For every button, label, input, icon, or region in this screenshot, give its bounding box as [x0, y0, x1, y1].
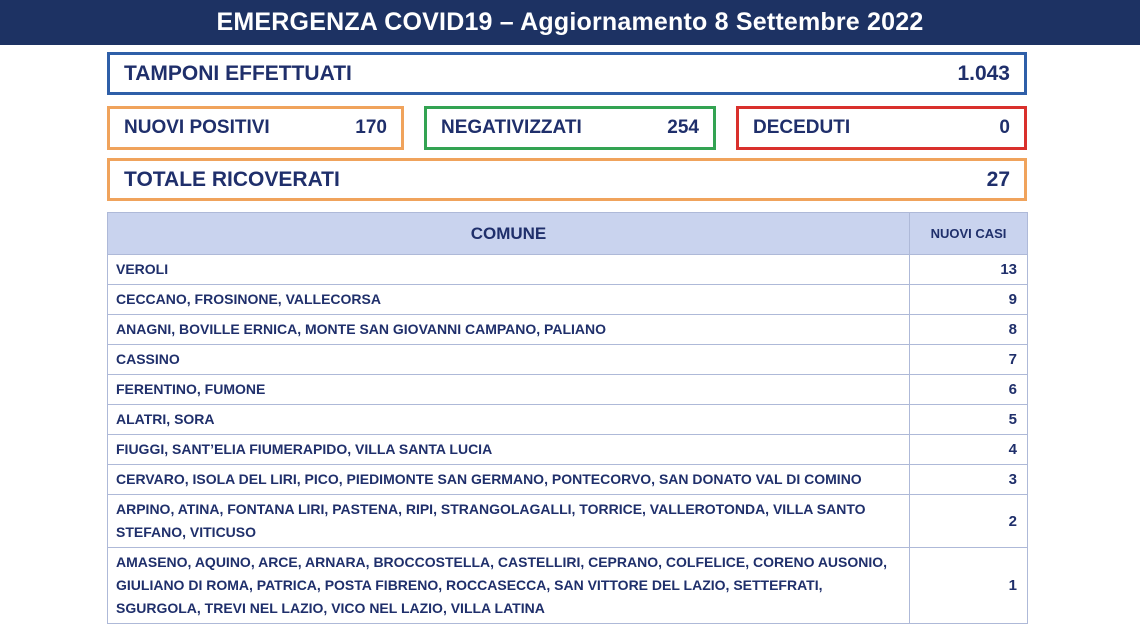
- page-title-bar: [0, 0, 1140, 45]
- comuni-table: [107, 212, 1028, 624]
- table-row: [108, 435, 1028, 465]
- column-header-comune: COMUNE: [108, 213, 910, 255]
- nuovi-casi-cell: 13: [910, 255, 1028, 285]
- table-row: [108, 315, 1028, 345]
- comune-cell: FIUGGI, SANT’ELIA FIUMERAPIDO, VILLA SANTA LUCIA: [108, 435, 910, 465]
- comune-cell: AMASENO, AQUINO, ARCE, ARNARA, BROCCOSTELLA, CASTELLIRI, CEPRANO, COLFELICE, CORENO AUSONIO, GIULIANO DI ROMA, PATRICA, POSTA FIBRENO, ROCCASECCA, SAN VITTORE DEL LAZIO, SETTEFRATI, SGURGOLA, TREVI NEL LAZIO, VICO NEL LAZIO, VILLA LATINA: [108, 548, 910, 624]
- nuovi-positivi-value: 170: [355, 117, 387, 138]
- table-row: [108, 255, 1028, 285]
- comune-cell: ALATRI, SORA: [108, 405, 910, 435]
- tamponi-label: TAMPONI EFFETTUATI: [124, 61, 352, 85]
- nuovi-casi-cell: 9: [910, 285, 1028, 315]
- comune-cell: CASSINO: [108, 345, 910, 375]
- negativizzati-label: NEGATIVIZZATI: [441, 117, 582, 138]
- table-row: [108, 548, 1028, 624]
- negativizzati-value: 254: [667, 117, 699, 138]
- comune-cell: FERENTINO, FUMONE: [108, 375, 910, 405]
- nuovi-casi-cell: 8: [910, 315, 1028, 345]
- nuovi-casi-cell: 7: [910, 345, 1028, 375]
- tamponi-box: [107, 52, 1027, 95]
- comune-cell: ANAGNI, BOVILLE ERNICA, MONTE SAN GIOVANNI CAMPANO, PALIANO: [108, 315, 910, 345]
- nuovi-casi-cell: 2: [910, 495, 1028, 548]
- table-header-row: [108, 213, 1028, 255]
- comune-cell: CERVARO, ISOLA DEL LIRI, PICO, PIEDIMONTE SAN GERMANO, PONTECORVO, SAN DONATO VAL DI COMINO: [108, 465, 910, 495]
- table-row: [108, 285, 1028, 315]
- deceduti-value: 0: [999, 117, 1010, 138]
- table-row: [108, 465, 1028, 495]
- comune-cell: CECCANO, FROSINONE, VALLECORSA: [108, 285, 910, 315]
- negativizzati-box: [424, 106, 716, 150]
- nuovi-positivi-box: [107, 106, 404, 150]
- page-title: EMERGENZA COVID19 – Aggiornamento 8 Settembre 2022: [216, 8, 924, 36]
- table-row: [108, 345, 1028, 375]
- table-row: [108, 375, 1028, 405]
- nuovi-casi-cell: 1: [910, 548, 1028, 624]
- nuovi-positivi-label: NUOVI POSITIVI: [124, 117, 270, 138]
- tamponi-value: 1.043: [957, 61, 1010, 85]
- comune-cell: ARPINO, ATINA, FONTANA LIRI, PASTENA, RIPI, STRANGOLAGALLI, TORRICE, VALLEROTONDA, VILLA SANTO STEFANO, VITICUSO: [108, 495, 910, 548]
- column-header-nuovi-casi: NUOVI CASI: [910, 213, 1028, 255]
- comune-cell: VEROLI: [108, 255, 910, 285]
- deceduti-label: DECEDUTI: [753, 117, 851, 138]
- nuovi-casi-cell: 3: [910, 465, 1028, 495]
- table-row: [108, 495, 1028, 548]
- nuovi-casi-cell: 6: [910, 375, 1028, 405]
- table-row: [108, 405, 1028, 435]
- deceduti-box: [736, 106, 1027, 150]
- nuovi-casi-cell: 5: [910, 405, 1028, 435]
- nuovi-casi-cell: 4: [910, 435, 1028, 465]
- ricoverati-label: TOTALE RICOVERATI: [124, 167, 340, 191]
- ricoverati-value: 27: [986, 167, 1010, 191]
- ricoverati-box: [107, 158, 1027, 201]
